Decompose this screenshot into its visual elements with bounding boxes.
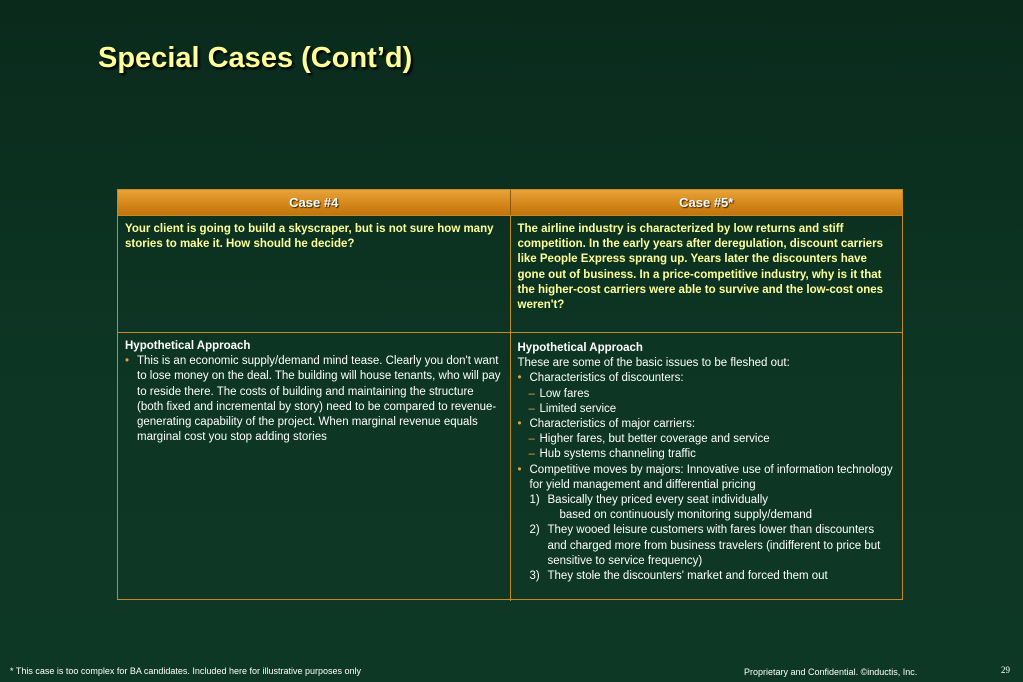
- case-5-sub-1a: [518, 387, 896, 402]
- bullet-icon: •: [125, 355, 130, 368]
- bullet-icon: •: [517, 418, 522, 431]
- case-5-approach-cell: [511, 333, 903, 601]
- case-4-approach-heading: Hypothetical Approach: [125, 340, 251, 352]
- case-5-numbered-2: [518, 523, 896, 569]
- case-5-bullet-3-text: Competitive moves by majors: Innovative use of information technology for yield management and differential pricing: [529, 463, 893, 491]
- case-4-bullet-text: This is an economic supply/demand mind tease. Clearly you don't want to lose money on the deal. The building will house tenants, who will pay to reside there. The costs of building and maintaining the structure (both fixed and incremental by story) need to be compared to revenue-generating capability of the project. When marginal revenue equals marginal cost you stop adding stories: [137, 355, 501, 444]
- number-label: 1): [529, 494, 540, 507]
- case-5-sub-2a-text: Higher fares, but better coverage and service: [539, 433, 770, 446]
- dash-icon: –: [528, 387, 535, 400]
- case-5-bullet-3: [518, 463, 896, 493]
- case-4-question: Your client is going to build a skyscraper, but is not sure how many stories to make it. How should he decide?: [125, 223, 494, 251]
- case-5-numbered-2-text: They wooed leisure customers with fares lower than discounters and charged more from business travelers (indifferent to price but sensitive to service frequency): [547, 524, 881, 567]
- number-label: 2): [529, 524, 540, 537]
- case-5-bullet-2-text: Characteristics of major carriers:: [529, 418, 696, 431]
- dash-icon: –: [528, 433, 535, 446]
- case-5-question-cell: [511, 216, 903, 332]
- bullet-icon: •: [517, 463, 522, 476]
- slide-title: Special Cases (Cont’d): [98, 42, 413, 74]
- case-4-question-cell: [118, 216, 511, 332]
- case-5-bullet-2: [518, 417, 896, 432]
- dash-icon: –: [528, 402, 535, 415]
- number-label: 3): [529, 570, 540, 583]
- case-4-bullet: [125, 354, 503, 445]
- header-case-5: Case #5*: [511, 190, 903, 215]
- case-5-numbered-3: [518, 569, 896, 584]
- case-5-question: The airline industry is characterized by low returns and stiff competition. In the early years after deregulation, discount carriers like People Express sprang up. Years later the discounters have gone out of business. In a price-competitive industry, why is it that the higher-cost carriers were able to survive and the low-cost ones weren't?: [517, 223, 884, 312]
- case-5-bullet-1: [518, 371, 896, 386]
- case-5-bullet-1-text: Characteristics of discounters:: [529, 372, 684, 385]
- case-5-sub-1b-text: Limited service: [539, 402, 617, 415]
- approach-row: [118, 332, 902, 601]
- table-header-row: [118, 190, 902, 215]
- case-5-approach-heading: Hypothetical Approach: [517, 342, 643, 354]
- case-5-numbered-1-text: Basically they priced every seat individually: [547, 494, 769, 507]
- case-5-sub-1b: [518, 402, 896, 417]
- bullet-icon: •: [517, 372, 522, 385]
- case-5-sub-2b-text: Hub systems channeling traffic: [539, 448, 696, 461]
- confidential-notice: Proprietary and Confidential. ©inductis, Inc.: [744, 667, 918, 677]
- page-number: 29: [1001, 665, 1010, 675]
- case-4-approach-cell: [118, 333, 511, 601]
- case-5-numbered-1-continuation: based on continuously monitoring supply/demand: [559, 509, 813, 522]
- case-5-numbered-3-text: They stole the discounters' market and forced them out: [547, 570, 828, 583]
- case-5-sub-2a: [518, 432, 896, 447]
- case-5-sub-2b: [518, 447, 896, 462]
- header-case-4: Case #4: [118, 190, 511, 215]
- question-row: [118, 215, 902, 332]
- case-5-intro: These are some of the basic issues to be fleshed out:: [517, 357, 790, 370]
- case-5-sub-1a-text: Low fares: [539, 387, 590, 400]
- cases-table: [117, 189, 903, 600]
- case-5-numbered-1: [518, 493, 896, 508]
- dash-icon: –: [528, 448, 535, 461]
- footnote: * This case is too complex for BA candidates. Included here for illustrative purposes only: [10, 666, 362, 676]
